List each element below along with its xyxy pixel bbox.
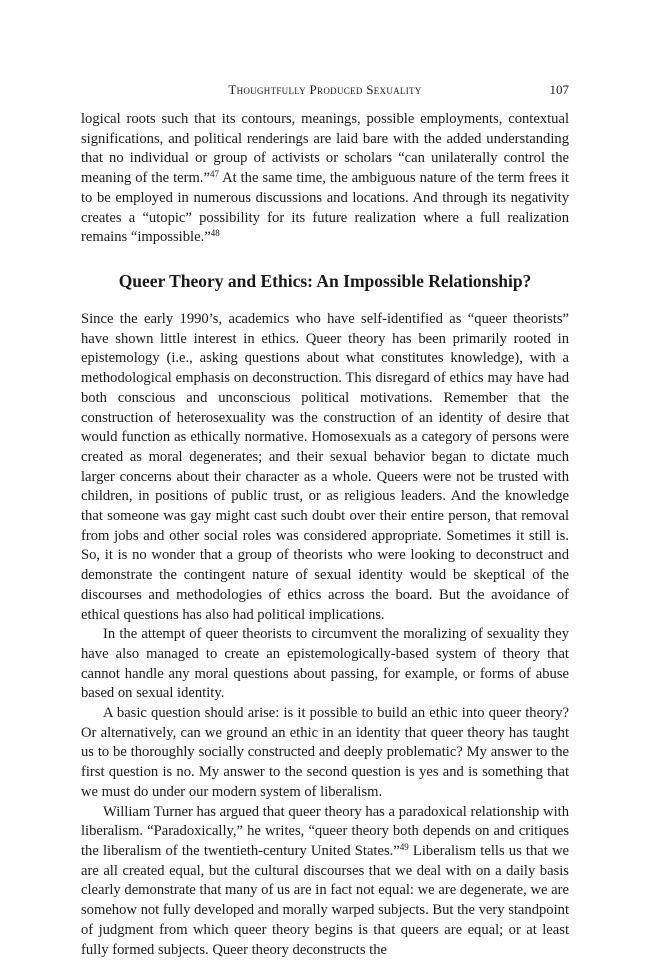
section-heading: Queer Theory and Ethics: An Impossible Relationship? — [118, 271, 532, 291]
continued-paragraph — [81, 110, 569, 248]
page-number: 107 — [549, 82, 569, 97]
footnote-marker: 49 — [399, 841, 409, 852]
paragraph-text: Liberalism tells us that we are all created equal, but the cultural discourses that we deal with on a daily basis clearly demonstrate that many of us are in fact not equal: we are degenerate, we are somehow not fully developed and morally warped subjects. But the very standpoint of judgment from which queer theory begins is that queers are equal; or at least fully formed subjects. Queer theory deconstructs the — [81, 842, 569, 958]
footnote-marker: 48 — [210, 228, 220, 239]
paragraph: In the attempt of queer theorists to circumvent the moralizing of sexuality they have also managed to create an epistemologically-based system of theory that cannot handle any moral questions about passing, for example, or forms of abuse based on sexual identity. — [81, 626, 569, 702]
running-header — [81, 82, 569, 100]
continued-paragraph-block — [81, 110, 569, 248]
paragraph-text: logical roots such that its contours, meanings, possible employments, contextual significations, and political renderings are laid bare with the added understanding that no individual or group of activists or scholars “can unilaterally control the meaning of the term.” — [81, 111, 569, 187]
running-title: Thoughtfully Produced Sexuality — [228, 82, 422, 97]
paragraph-text: At the same time, the ambiguous nature of the term frees it to be employed in numerous discussions and locations. And through its negativity creates a “utopic” possibility for its future realization where a full realization remains “impossible.” — [81, 170, 569, 246]
footnote-marker: 47 — [209, 169, 219, 180]
paragraph — [81, 803, 569, 961]
paragraph-text: William Turner has argued that queer theory has a paradoxical relationship with liberalism. “Paradoxically,” he writes, “queer theory both depends on and critiques the liberalism of the twentieth-century United States.” — [81, 803, 569, 859]
paragraph: Since the early 1990’s, academics who have self-identified as “queer theorists” have shown little interest in ethics. Queer theory has been primarily rooted in epistemology (i.e., asking questions about what constitutes knowledge), with a methodological emphasis on deconstruction. This disregard of ethics may have had both conscious and unconscious political motivations. Remember that the construction of heterosexuality was the construction of an identity of desire that would function as ethically normative. Homosexuals as a category of persons were created as moral degenerates; and their sexual behavior began to dictate much larger concerns about their character as a whole. Queers were not be trusted with children, in positions of public trust, or as religious leaders. And the knowledge that someone was gay might cast such doubt over their entire person, that removal from jobs and other social roles was considered appropriate. Sometimes it still is. So, it is no wonder that a group of theorists who were looking to deconstruct and demonstrate the contingent nature of sexual identity would be skeptical of the discourses and methodologies of ethics across the board. But the avoidance of ethical questions has also had political implications. — [81, 311, 569, 623]
paragraph: A basic question should arise: is it possible to build an ethic into queer theory? Or alternatively, can we ground an ethic in an identity that queer theory has taught us to be thoroughly socially constructed and deeply problematic? My answer to the first question is no. My answer to the second question is yes and is something that we must do under our modern system of liberalism. — [81, 705, 569, 800]
section-body — [81, 310, 569, 960]
